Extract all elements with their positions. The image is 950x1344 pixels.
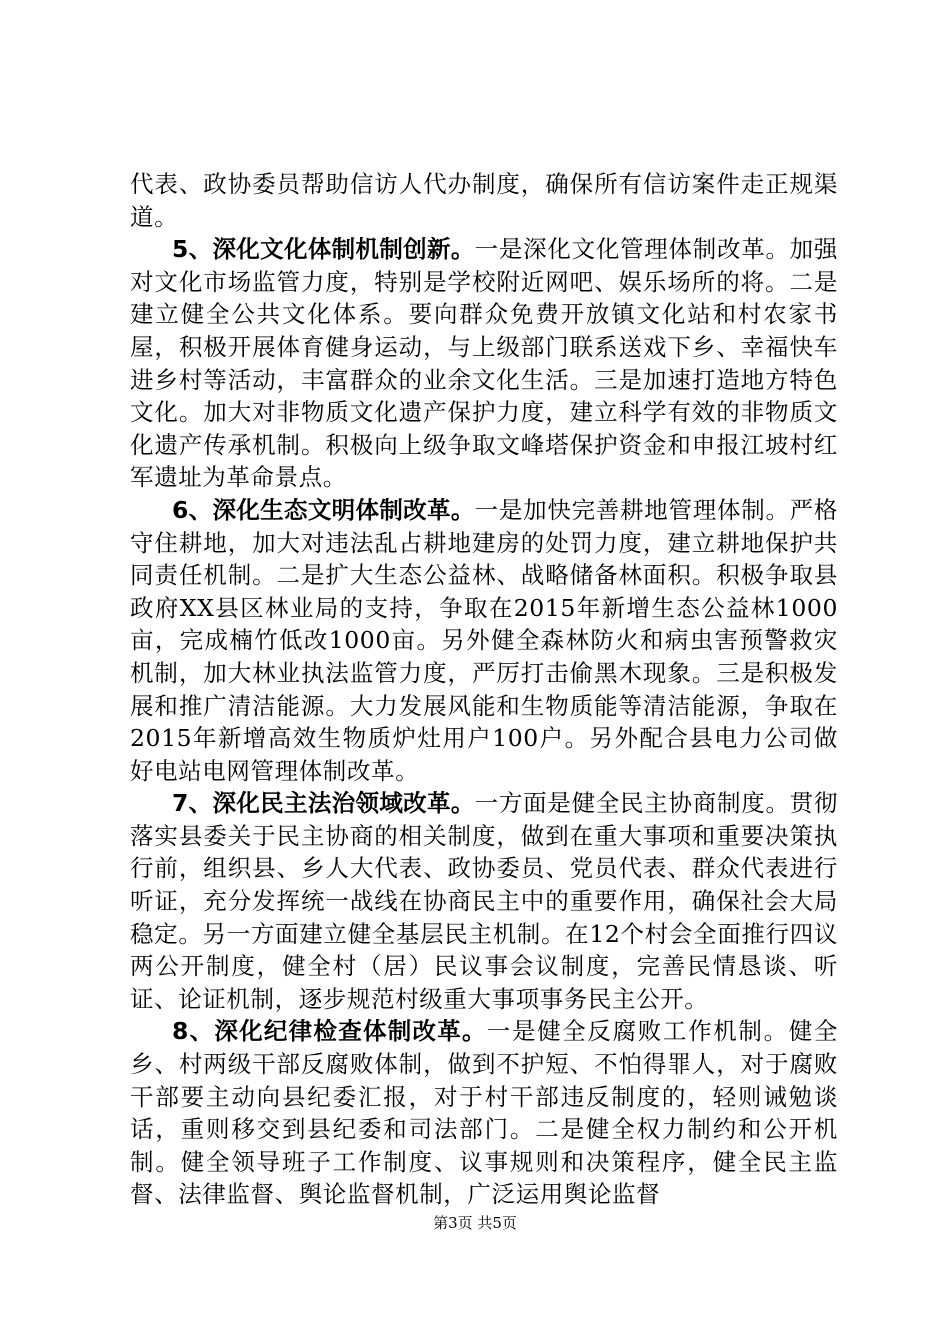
paragraph-text: 一是健全反腐败工作机制。健全乡、村两级干部反腐败体制，做到不护短、不怕得罪人，对于腐败干部要主动向县纪委汇报，对于村干部违反制度的，轻则诫勉谈话，重则移交到县纪委和司法部门。二是健全权力制约和公开机制。健全领导班子工作制度、议事规则和决策程序，健全民主监督、法律监督、舆论监督机制，广泛运用舆论监督	[130, 1017, 839, 1209]
paragraph-culture-reform	[130, 233, 838, 494]
paragraph-ecology-reform	[130, 494, 838, 787]
paragraph-text: 代表、政协委员帮助信访人代办制度，确保所有信访案件走正规渠道。	[130, 170, 838, 231]
paragraph-text: 一是深化文化管理体制改革。加强对文化市场监管力度，特别是学校附近网吧、娱乐场所的将。二是建立健全公共文化体系。要向群众免费开放镇文化站和村农家书屋，积极开展体育健身运动，与上级部门联系送戏下乡、幸福快车进乡村等活动，丰富群众的业余文化生活。三是加速打造地方特色文化。加大对非物质文化遗产保护力度，建立科学有效的非物质文化遗产传承机制。积极向上级争取文峰塔保护资金和申报江坡村红军遗址为革命景点。	[130, 235, 839, 492]
section-heading-8: 8、深化纪律检查体制改革。	[172, 1017, 487, 1046]
page-number-label: 第3页 共5页	[433, 1214, 517, 1232]
paragraph-discipline-reform	[130, 1015, 838, 1211]
paragraph-continuation	[130, 168, 838, 233]
document-body	[130, 168, 838, 1211]
paragraph-democracy-reform	[130, 787, 838, 1015]
page-footer	[0, 1212, 950, 1233]
paragraph-text: 一是加快完善耕地管理体制。严格守住耕地，加大对违法乱占耕地建房的处罚力度，建立耕地保护共同责任机制。二是扩大生态公益林、战略储备林面积。积极争取县政府XX县区林业局的支持，争取在2015年新增生态公益林1000亩，完成楠竹低改1000亩。另外健全森林防火和病虫害预警救灾机制，加大林业执法监管力度，严厉打击偷黑木现象。三是积极发展和推广清洁能源。大力发展风能和生物质能等清洁能源，争取在2015年新增高效生物质炉灶用户100户。另外配合县电力公司做好电站电网管理体制改革。	[130, 495, 839, 785]
section-heading-7: 7、深化民主法治领域改革。	[172, 789, 475, 818]
section-heading-6: 6、深化生态文明体制改革。	[172, 495, 475, 524]
section-heading-5: 5、深化文化体制机制创新。	[172, 235, 475, 264]
paragraph-text: 一方面是健全民主协商制度。贯彻落实县委关于民主协商的相关制度，做到在重大事项和重要决策执行前，组织县、乡人大代表、政协委员、党员代表、群众代表进行听证，充分发挥统一战线在协商民主中的重要作用，确保社会大局稳定。另一方面建立健全基层民主机制。在12个村会全面推行四议两公开制度，健全村（居）民议事会议制度，完善民情恳谈、听证、论证机制，逐步规范村级重大事项事务民主公开。	[130, 789, 839, 1013]
